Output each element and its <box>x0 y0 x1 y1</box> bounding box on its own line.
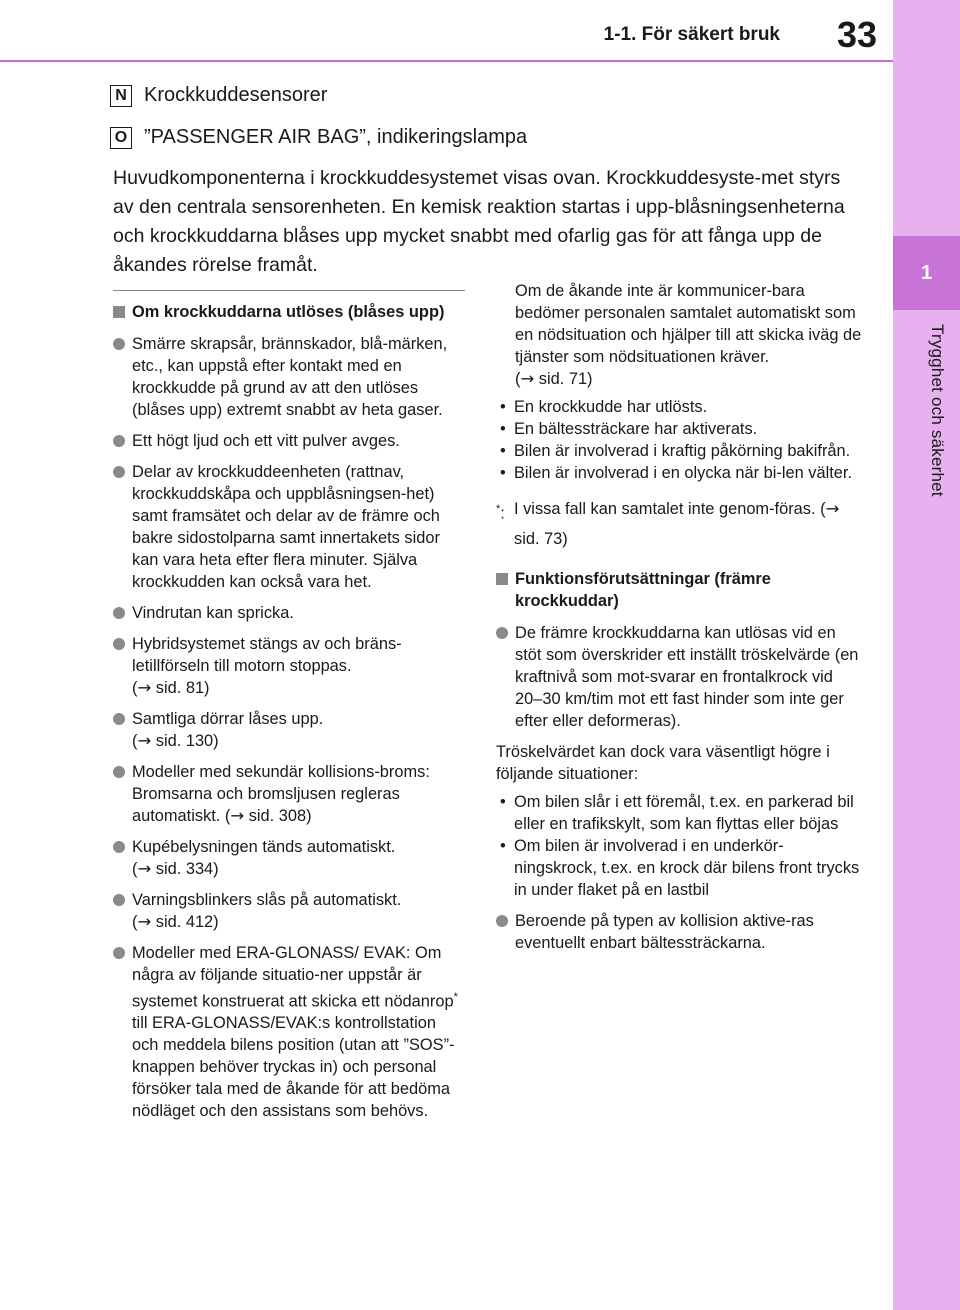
list-item: De främre krockkuddarna kan utlösas vid en stöt som överskrider ett inställt tröskelvärde (en kraftnivå som mot-svarar en frontalkrock vid 20–30 km/tim mot ett fast hinder som inte ger efter eller deformeras). <box>496 622 862 732</box>
label-o <box>110 126 527 149</box>
list-item: Samtliga dörrar låses upp. (→ sid. 130) <box>113 708 465 752</box>
label-text: ”PASSENGER AIR BAG”, indikeringslampa <box>144 126 528 148</box>
footnote-marker: * <box>453 991 458 1003</box>
list-item: Ett högt ljud och ett vitt pulver avges. <box>113 430 465 452</box>
label-text: Krockkuddesensorer <box>144 84 328 106</box>
page-ref-link[interactable]: sid. 130) <box>155 732 219 750</box>
intro-paragraph: Huvudkomponenterna i krockkuddesystemet visas ovan. Krockkuddesyste-met styrs av den centrala sensorenheten. En kemisk reaktion startas i upp-blåsningsenheterna och krockkuddarna blåses upp mycket snabbt med ofarlig gas för att fånga upp de åkandes rörelse framåt. <box>113 167 845 276</box>
page-ref-link[interactable]: sid. 81) <box>155 679 210 697</box>
round-bullet-icon <box>496 915 508 927</box>
section-title: 1-1. För säkert bruk <box>603 24 780 45</box>
label-letter: O <box>110 127 132 149</box>
right-column <box>496 280 862 963</box>
list-item: Delar av krockkuddeenheten (rattnav, krockkuddskåpa och uppblåsningsen-het) samt framsätet och delar av de främre och bakre sidostolparna samt innertakets sidor kan vara heta efter flera minuter. Själva krockkudden kan också vara het. <box>113 461 465 593</box>
list-item: Hybridsystemet stängs av och bräns-letillförseln till motorn stoppas. (→ sid. 81) <box>113 633 465 699</box>
list-item: Modeller med ERA-GLONASS/ EVAK: Om några av följande situatio-ner uppstår är systemet konstruerat att skicka ett nödanrop* till ERA-GLONASS/EVAK:s kontrollstation och meddela bilens position (utan att ”SOS”-knappen behöver tryckas in) och personal försöker tala med de åkande för att bedöma nödläget och den assistans som behövs. <box>113 942 465 1122</box>
arrow-icon: → <box>520 369 535 388</box>
round-bullet-icon <box>113 766 125 778</box>
left-column <box>113 290 465 1131</box>
round-bullet-icon <box>113 841 125 853</box>
page-ref-link[interactable]: sid. 412) <box>155 913 219 931</box>
round-bullet-icon <box>113 638 125 650</box>
continued-paragraph: Om de åkande inte är kommunicer-bara bedömer personalen samtalet automatiskt som en nödsituation och hjälper till att skicka iväg de tjänster som nödsituationen kräver. (→ sid. 71) <box>515 282 862 388</box>
round-bullet-icon <box>113 435 125 447</box>
list-item: • Bilen är involverad i kraftig påkörning bakifrån. <box>500 442 851 460</box>
list-item: Beroende på typen av kollision aktive-ras eventuellt enbart bältessträckarna. <box>496 910 862 954</box>
list-item: Smärre skrapsår, brännskador, blå-märken, etc., kan uppstå efter kontakt med en krockkudde på grund av att den utlöses (blåses upp) extremt snabbt av heta gaser. <box>113 333 465 421</box>
list-item: Modeller med sekundär kollisions-broms: Bromsarna och bromsljusen regleras automatiskt. (→ sid. 308) <box>113 761 465 827</box>
page-ref-link[interactable]: sid. 334) <box>155 860 219 878</box>
paragraph: Tröskelvärdet kan dock vara väsentligt högre i följande situationer: <box>496 743 830 783</box>
arrow-icon: → <box>230 806 245 825</box>
round-bullet-icon <box>113 894 125 906</box>
square-bullet-icon <box>113 306 125 318</box>
arrow-icon: → <box>137 859 152 878</box>
round-bullet-icon <box>113 607 125 619</box>
round-bullet-icon <box>113 947 125 959</box>
page-ref-link[interactable]: sid. 73) <box>514 530 568 548</box>
footnote: *: I vissa fall kan samtalet inte genom-föras. (→ sid. 73) <box>496 499 840 548</box>
arrow-icon: → <box>137 912 152 931</box>
list-item: • Bilen är involverad i en olycka när bi-len välter. <box>500 464 853 482</box>
round-bullet-icon <box>113 466 125 478</box>
page-number: 33 <box>836 14 878 55</box>
list-item: Varningsblinkers slås på automatiskt. (→ sid. 412) <box>113 889 465 933</box>
round-bullet-icon <box>113 338 125 350</box>
section-heading: Om krockkuddarna utlöses (blåses upp) <box>113 301 465 323</box>
list-item: Vindrutan kan spricka. <box>113 602 465 624</box>
list-item: Kupébelysningen tänds automatiskt. (→ sid. 334) <box>113 836 465 880</box>
header-rule <box>0 60 893 62</box>
page-ref-link[interactable]: sid. 71) <box>538 370 593 388</box>
arrow-icon: → <box>137 731 152 750</box>
list-item: • En krockkudde har utlösts. <box>500 398 708 416</box>
label-letter: N <box>110 85 132 107</box>
round-bullet-icon <box>496 627 508 639</box>
footnote-marker: * <box>496 503 501 515</box>
round-bullet-icon <box>113 713 125 725</box>
square-bullet-icon <box>496 573 508 585</box>
chapter-number: 1 <box>893 236 960 310</box>
section-divider <box>113 290 465 291</box>
list-item: • En bältessträckare har aktiverats. <box>500 420 758 438</box>
page-ref-link[interactable]: sid. 308) <box>248 807 312 825</box>
list-item: • Om bilen slår i ett föremål, t.ex. en parkerad bil eller en trafikskylt, som kan flyttas eller böjas <box>500 793 854 833</box>
arrow-icon: → <box>825 499 840 518</box>
section-heading: Funktionsförutsättningar (främre krockkuddar) <box>496 568 862 612</box>
chapter-side-tab <box>893 0 960 1310</box>
list-item: • Om bilen är involverad i en underkör-ningskrock, t.ex. en krock där bilens front trycks in under flaket på en lastbil <box>500 837 860 899</box>
chapter-title: Trygghet och säkerhet <box>928 324 947 497</box>
arrow-icon: → <box>137 678 152 697</box>
label-n <box>110 84 327 107</box>
